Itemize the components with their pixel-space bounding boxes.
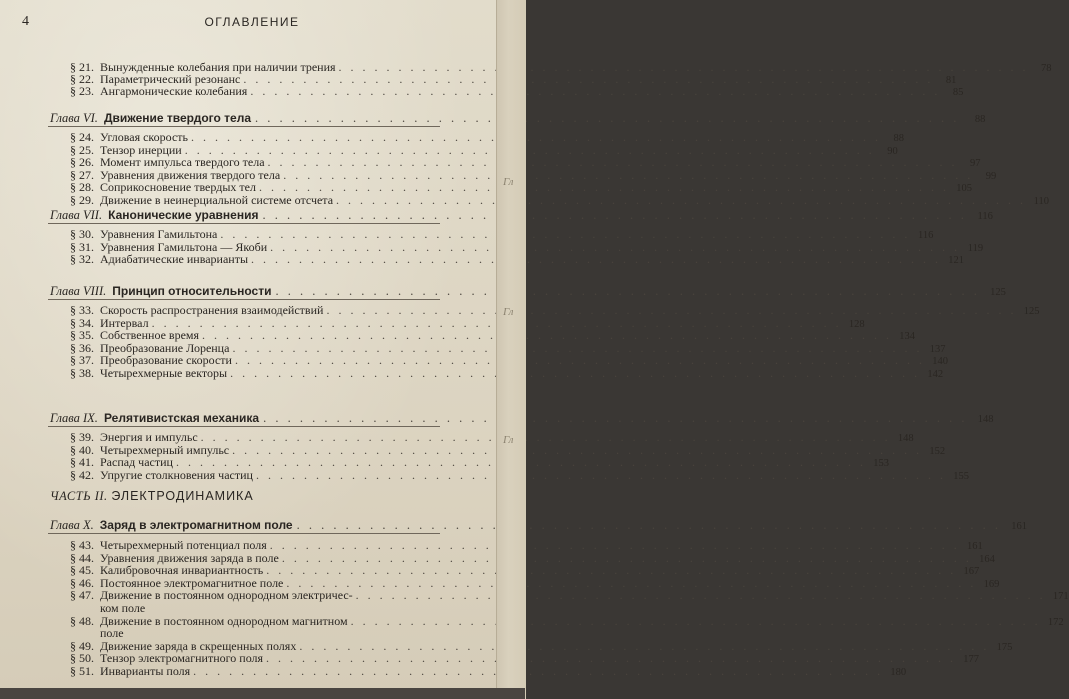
section-page: 180 xyxy=(890,667,907,678)
leader-dots xyxy=(256,468,946,482)
facing-page-edge xyxy=(496,0,526,699)
section-number: § 42. xyxy=(70,467,94,482)
section-title: Уравнения движения заряда в поле xyxy=(100,550,279,565)
section-number: § 35. xyxy=(70,328,94,343)
chapter-rule xyxy=(48,126,440,127)
section-number: § 26. xyxy=(70,155,94,170)
section-page: 97 xyxy=(970,158,981,170)
section-number: § 41. xyxy=(70,455,94,470)
chapter-title: Движение твердого тела xyxy=(103,111,251,125)
section-title: Момент импульса твердого тела xyxy=(100,155,265,170)
page-bottom-shadow xyxy=(0,688,525,699)
section-number: § 21. xyxy=(70,60,94,74)
section-page: 137 xyxy=(929,343,946,355)
section-number: § 31. xyxy=(70,239,94,254)
chapter-title: Принцип относительности xyxy=(112,284,272,298)
section-number: § 28. xyxy=(70,180,94,195)
section-number: § 44. xyxy=(70,550,94,565)
chapter-page: 148 xyxy=(977,414,994,425)
section-title: Четырехмерные векторы xyxy=(100,366,228,380)
section-page: 88 xyxy=(893,133,904,144)
section-page: 142 xyxy=(927,369,944,380)
section-page: 167 xyxy=(963,566,980,578)
section-title: Четырехмерный потенциал поля xyxy=(100,538,267,552)
toc-chapter-row xyxy=(50,207,993,223)
section-title: Уравнения Гамильтона xyxy=(100,227,218,241)
section-title: Преобразование скорости xyxy=(100,353,232,368)
toc-section-row xyxy=(56,84,964,98)
section-number: § 27. xyxy=(70,167,94,182)
section-number: § 47. xyxy=(70,588,94,603)
chapter-label: Глава VIII. xyxy=(50,284,107,298)
section-page: 128 xyxy=(848,318,865,330)
section-title-continuation: поле xyxy=(100,626,124,641)
leader-dots xyxy=(336,193,1026,207)
section-page: 175 xyxy=(996,641,1013,653)
section-page: 148 xyxy=(897,433,914,444)
chapter-title: Релятивистская механика xyxy=(103,411,260,425)
section-page: 105 xyxy=(956,183,972,195)
leader-dots xyxy=(356,588,1046,602)
section-title: Движение в постоянном однородном электричес- xyxy=(100,588,353,603)
section-number: § 24. xyxy=(70,130,94,144)
toc-section-row xyxy=(56,467,969,482)
toc-chapter-row xyxy=(50,283,1006,299)
section-title: Адиабатические инварианты xyxy=(100,252,249,267)
section-page: 169 xyxy=(983,578,1000,590)
page-number: 4 xyxy=(22,14,29,29)
toc-chapter-row xyxy=(50,517,1027,533)
part-label: ЧАСТЬ II. xyxy=(50,489,108,503)
section-title: Преобразование Лоренца xyxy=(100,340,230,355)
toc-chapter-row xyxy=(50,110,986,126)
section-page: 161 xyxy=(966,541,983,552)
section-title: Вынужденные колебания при наличии трения xyxy=(100,60,336,74)
facing-page-fragment: Гл xyxy=(503,306,514,318)
facing-page-fragment: Гл xyxy=(503,434,514,446)
section-title: Распад частиц xyxy=(100,455,173,470)
section-number: § 22. xyxy=(70,72,94,86)
section-number: § 51. xyxy=(70,664,94,678)
part-heading xyxy=(50,489,254,504)
section-page: 90 xyxy=(887,145,898,157)
chapter-rule xyxy=(48,533,440,534)
section-title: Тензор электромагнитного поля xyxy=(100,651,264,666)
section-number: § 46. xyxy=(70,575,94,590)
section-page: 110 xyxy=(1033,196,1050,207)
chapter-rule xyxy=(48,426,440,427)
leader-dots xyxy=(230,366,920,380)
section-page: 78 xyxy=(1041,63,1052,74)
section-title: Упругие столкновения частиц xyxy=(100,467,253,482)
section-page: 140 xyxy=(932,356,948,368)
chapter-page: 125 xyxy=(990,287,1006,298)
section-number: § 36. xyxy=(70,340,94,355)
section-title: Калибровочная инвариантность xyxy=(100,563,264,578)
section-title: Параметрический резонанс xyxy=(100,72,241,86)
section-page: 85 xyxy=(952,87,964,98)
leader-dots xyxy=(351,614,1041,628)
section-number: § 38. xyxy=(70,366,94,380)
section-number: § 33. xyxy=(70,303,94,317)
chapter-title: Канонические уравнения xyxy=(108,208,259,222)
leader-dots xyxy=(193,664,883,678)
section-number: § 30. xyxy=(70,227,94,241)
section-title: Движение заряда в скрещенных полях xyxy=(100,638,297,653)
section-page: 121 xyxy=(948,255,965,267)
toc-section-row xyxy=(56,366,944,380)
section-page: 155 xyxy=(953,470,969,482)
section-page: 125 xyxy=(1023,306,1040,317)
section-page: 171 xyxy=(1052,591,1069,603)
chapter-label: Глава VI. xyxy=(50,111,98,125)
section-page: 153 xyxy=(873,458,889,470)
leader-dots xyxy=(297,517,1001,533)
leader-dots xyxy=(255,110,959,126)
section-title: Уравнения Гамильтона — Якоби xyxy=(100,239,268,254)
section-title: Четырехмерный импульс xyxy=(100,442,230,457)
section-number: § 48. xyxy=(70,613,94,628)
section-number: § 32. xyxy=(70,252,94,267)
section-title: Инварианты поля xyxy=(100,664,191,678)
section-page: 116 xyxy=(918,230,934,241)
section-page: 134 xyxy=(899,331,916,343)
toc-section-row xyxy=(56,664,907,678)
section-number: § 50. xyxy=(70,651,94,666)
section-number: § 39. xyxy=(70,430,94,444)
chapter-title: Заряд в электромагнитном поле xyxy=(99,518,293,532)
leader-dots xyxy=(275,283,979,299)
chapter-page: 116 xyxy=(977,211,993,222)
section-page: 152 xyxy=(929,445,946,457)
leader-dots xyxy=(263,410,967,426)
toc-chapter-row xyxy=(50,410,994,426)
section-title: Интервал xyxy=(100,315,149,330)
section-title: Энергия и импульс xyxy=(100,430,198,444)
section-number: § 34. xyxy=(70,315,94,330)
section-number: § 40. xyxy=(70,442,94,457)
section-number: § 25. xyxy=(70,142,94,157)
section-number: § 43. xyxy=(70,538,94,552)
toc-section-row xyxy=(56,193,1050,207)
facing-page-fragment: Гл xyxy=(503,176,514,188)
header-title: ОГЛАВЛЕНИЕ xyxy=(204,15,300,29)
section-title-continuation: ком поле xyxy=(100,601,146,615)
section-title: Собственное время xyxy=(100,328,200,343)
section-title: Движение в постоянном однородном магнитном xyxy=(100,613,348,628)
section-number: § 49. xyxy=(70,638,94,653)
section-page: 177 xyxy=(963,654,980,666)
toc-section-row xyxy=(56,252,965,267)
part-title: ЭЛЕКТРОДИНАМИКА xyxy=(111,489,254,503)
section-title: Движение в неинерциальной системе отсчета xyxy=(100,193,334,207)
chapter-rule xyxy=(48,223,440,224)
chapter-label: Глава IX. xyxy=(50,411,98,425)
chapter-label: Глава VII. xyxy=(50,208,103,222)
section-title: Скорость распространения взаимодействий xyxy=(100,303,324,317)
section-page: 172 xyxy=(1047,616,1064,628)
chapter-label: Глава X. xyxy=(50,518,94,532)
section-page: 164 xyxy=(979,553,995,565)
leader-dots xyxy=(262,207,966,223)
section-page: 119 xyxy=(967,242,984,254)
section-number: § 45. xyxy=(70,563,94,578)
chapter-page: 161 xyxy=(1011,521,1027,532)
chapter-page: 88 xyxy=(974,114,986,125)
section-title: Постоянное электромагнитное поле xyxy=(100,575,284,590)
section-number: § 37. xyxy=(70,353,94,368)
section-page: 81 xyxy=(945,75,957,86)
section-number: § 23. xyxy=(70,84,94,98)
section-title: Тензор инерции xyxy=(100,142,182,157)
section-page: 99 xyxy=(985,170,997,182)
chapter-rule xyxy=(48,299,440,300)
section-number: § 29. xyxy=(70,193,94,207)
leader-dots xyxy=(250,84,940,98)
section-title: Ангармонические колебания xyxy=(100,84,248,98)
section-title: Уравнения движения твердого тела xyxy=(100,167,281,182)
section-title: Соприкосновение твердых тел xyxy=(100,180,256,195)
section-title: Угловая скорость xyxy=(100,130,188,144)
leader-dots xyxy=(251,252,941,266)
